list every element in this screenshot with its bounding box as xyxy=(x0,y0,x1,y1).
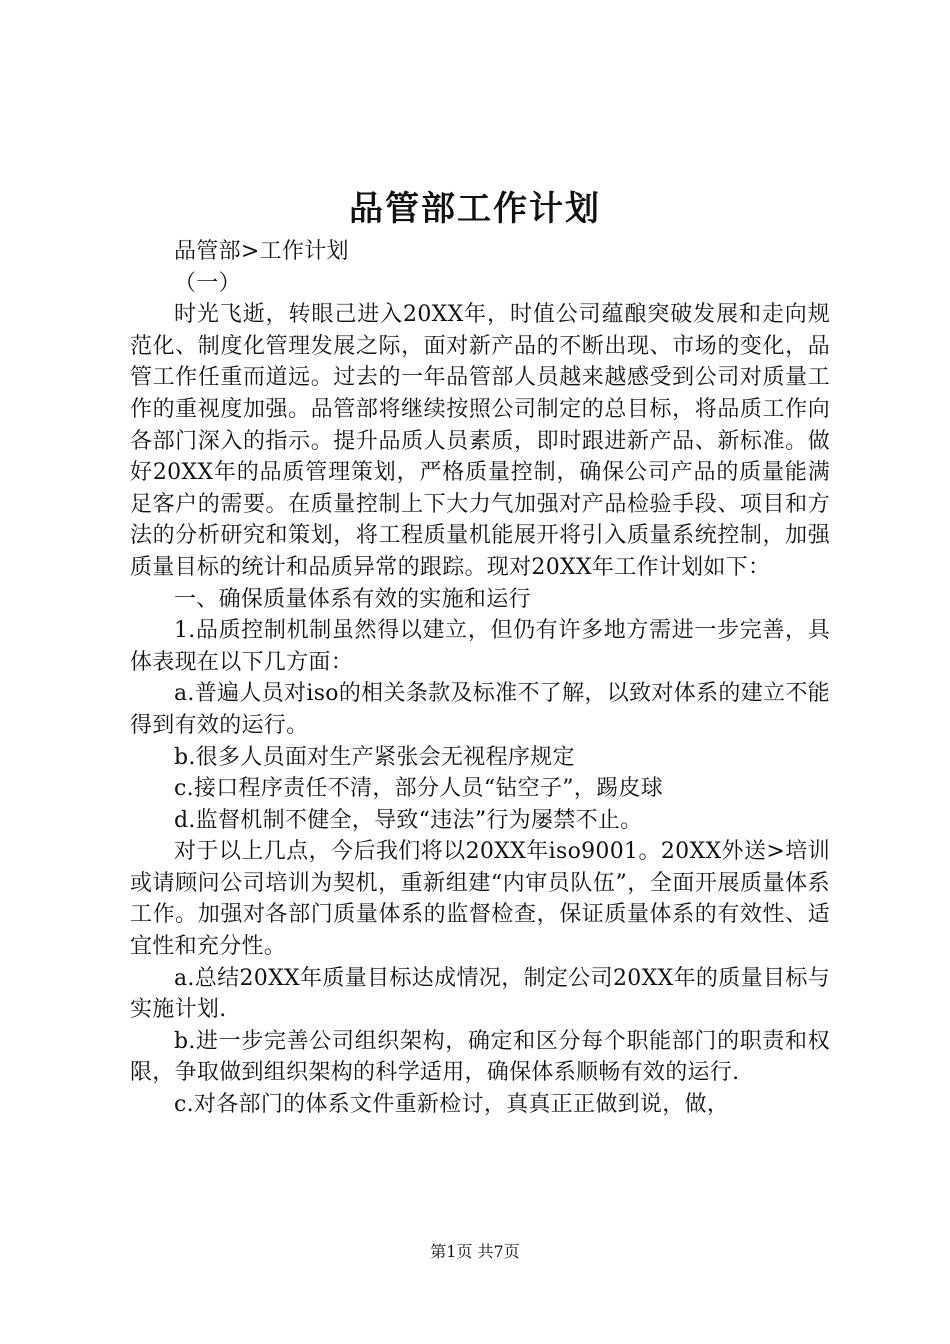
paragraph-breadcrumb: 品管部>工作计划 xyxy=(174,239,349,264)
paragraph-item-1: 1.品质控制机制虽然得以建立，但仍有许多地方需进一步完善，具体表现在以下几方面： xyxy=(130,618,830,675)
paragraph-plan-c: c.对各部门的体系文件重新检讨，真真正正做到说，做， xyxy=(174,1092,730,1118)
paragraph-intro: 时光飞逝，转眼己进入20XX年，时值公司蕴酿突破发展和走向规范化、制度化管理发展之际，面对新产品的不断出现、市场的变化，品管工作任重而道远。过去的一年品管部人员越来越感受到公司对质量工作的重视度加强。品管部将继续按照公司制定的总目标，将品质工作向各部门深入的指示。提升品质人员素质，即时跟进新产品、新标准。做好20XX年的品质管理策划，严格质量控制，确保公司产品的质量能满足客户的需要。在质量控制上下大力气加强对产品检验手段、项目和方法的分析研究和策划，将工程质量机能展开将引入质量系统控制，加强质量目标的统计和品质异常的跟踪。现对20XX年工作计划如下： xyxy=(130,302,830,580)
paragraph-plan: 对于以上几点，今后我们将以20XX年iso9001。20XX外送>培训或请顾问公司培训为契机，重新组建“内审员队伍”，全面开展质量体系工作。加强对各部门质量体系的监督检查，保证质量体系的有效性、适宜性和充分性。 xyxy=(130,839,830,960)
paragraph-plan-b: b.进一步完善公司组织架构，确定和区分每个职能部门的职责和权限，争取做到组织架构的科学适用，确保体系顺畅有效的运行. xyxy=(130,1028,830,1086)
paragraph-plan-a: a.总结20XX年质量目标达成情况，制定公司20XX年的质量目标与实施计划. xyxy=(130,965,830,1023)
paragraph-item-a: a.普遍人员对iso的相关条款及标准不了解，以致对体系的建立不能得到有效的运行。 xyxy=(130,681,830,738)
page-footer: 第1页 共7页 xyxy=(430,1242,520,1261)
paragraph-section-number: （一） xyxy=(174,270,241,296)
paragraph-item-b: b.很多人员面对生产紧张会无视程序规定 xyxy=(174,744,575,770)
paragraph-item-d: d.监督机制不健全，导致“违法”行为屡禁不止。 xyxy=(174,807,643,833)
paragraph-item-c: c.接口程序责任不清，部分人员“钻空子”，踢皮球 xyxy=(174,776,664,802)
paragraph-heading-1: 一、确保质量体系有效的实施和运行 xyxy=(174,586,531,612)
document-title: 品管部工作计划 xyxy=(349,189,601,229)
document-body xyxy=(130,236,830,1121)
